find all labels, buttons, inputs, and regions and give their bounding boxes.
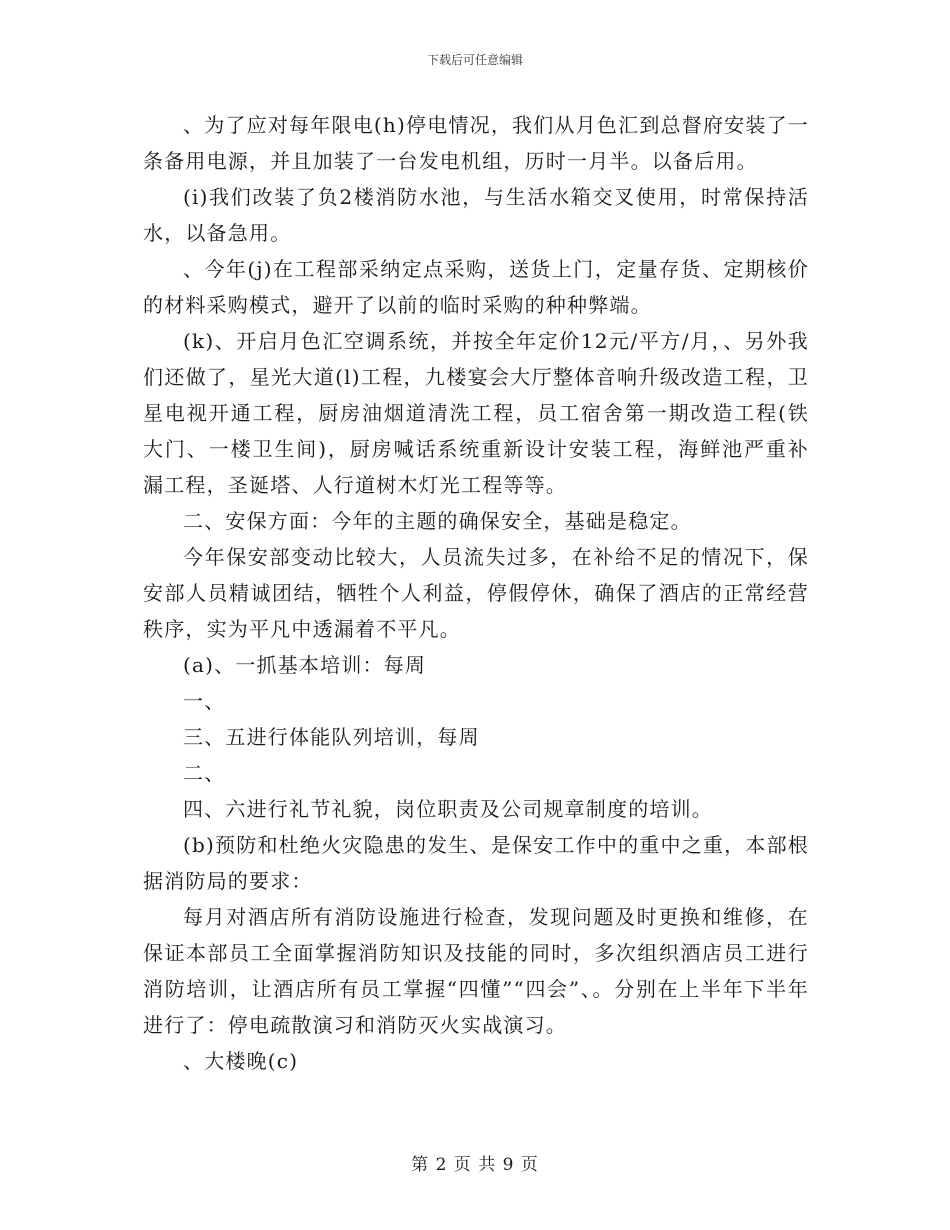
document-body	[143, 107, 809, 1079]
paragraph: (k)、开启月色汇空调系统，并按全年定价12元/平方/月，、另外我们还做了，星光大道(l)工程，九楼宴会大厅整体音响升级改造工程，卫星电视开通工程，厨房油烟道清洗工程，员工宿舍第一期改造工程(铁大门、一楼卫生间)，厨房喊话系统重新设计安装工程，海鲜池严重补漏工程，圣诞塔、人行道树木灯光工程等等。	[143, 329, 809, 497]
paragraph: 一、	[183, 689, 226, 713]
paragraph: (b)预防和杜绝火灾隐患的发生、是保安工作中的重中之重，本部根据消防局的要求：	[143, 833, 809, 893]
page-header: 下载后可任意编辑	[426, 53, 523, 67]
paragraph: 每月对酒店所有消防设施进行检查，发现问题及时更换和维修，在保证本部员工全面掌握消防知识及技能的同时，多次组织酒店员工进行消防培训，让酒店所有员工掌握“四懂”“四会”、。分别在上半年下半年进行了：停电疏散演习和消防灭火实战演习。	[143, 905, 809, 1037]
page-number: 第 2 页 共 9 页	[411, 1155, 539, 1175]
paragraph: 二、	[183, 761, 226, 785]
paragraph: 、今年(j)在工程部采纳定点采购，送货上门，定量存货、定期核价的材料采购模式，避开了以前的临时采购的种种弊端。	[143, 257, 809, 317]
paragraph: 四、六进行礼节礼貌，岗位职责及公司规章制度的培训。	[183, 797, 713, 821]
paragraph: 今年保安部变动比较大，人员流失过多，在补给不足的情况下，保安部人员精诚团结，牺牲个人利益，停假停休，确保了酒店的正常经营秩序，实为平凡中透漏着不平凡。	[143, 545, 809, 641]
paragraph: 、为了应对每年限电(h)停电情况，我们从月色汇到总督府安装了一条备用电源，并且加装了一台发电机组，历时一月半。以备后用。	[143, 113, 809, 173]
section-heading: 二、安保方面：今年的主题的确保安全，基础是稳定。	[183, 509, 692, 533]
paragraph: 、大楼晚(c)	[183, 1049, 299, 1073]
paragraph: 三、五进行体能队列培训，每周	[183, 725, 480, 749]
paragraph: (a)、一抓基本培训：每周	[183, 653, 427, 677]
paragraph: (i)我们改装了负2楼消防水池，与生活水箱交叉使用，时常保持活水，以备急用。	[143, 185, 809, 245]
